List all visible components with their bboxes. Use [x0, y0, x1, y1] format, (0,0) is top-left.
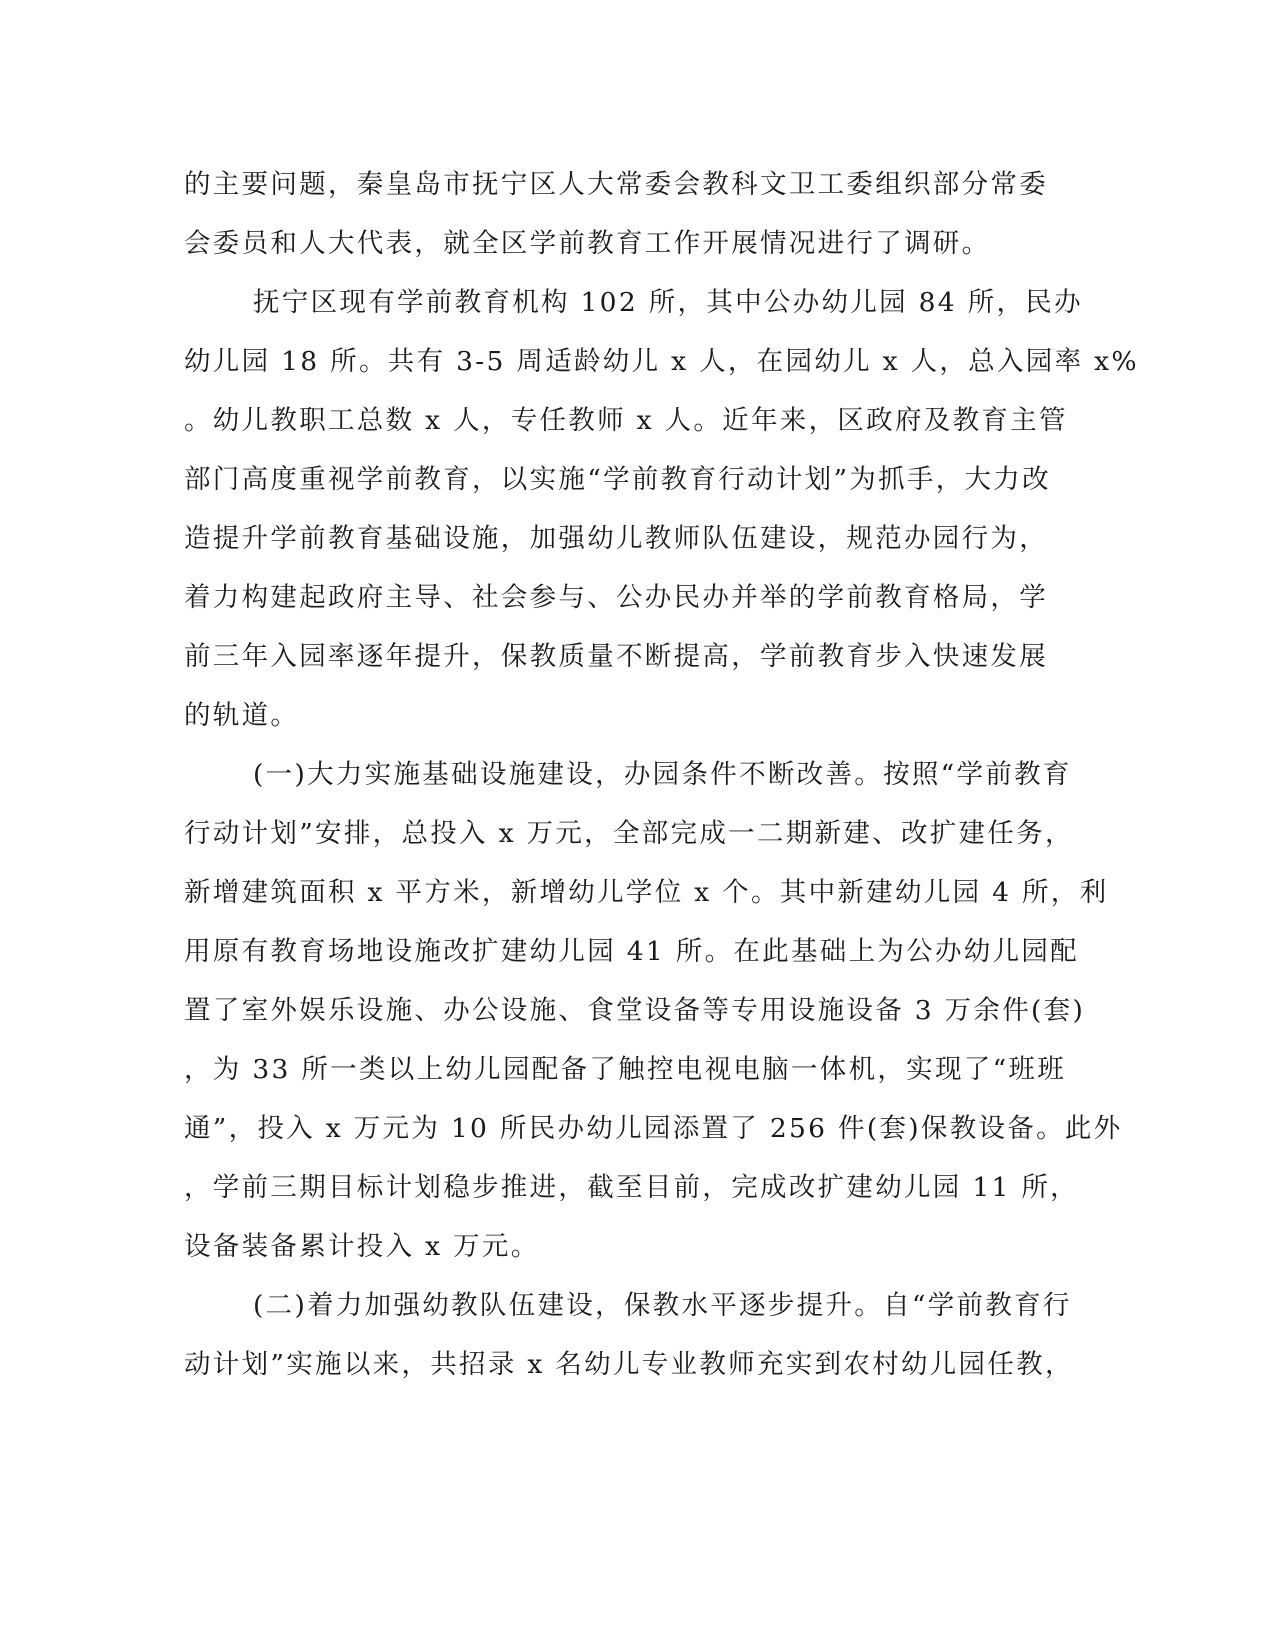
text-line: 动计划”实施以来，共招录 x 名幼儿专业教师充实到农村幼儿园任教，: [184, 1349, 1074, 1380]
text-line: ，为 33 所一类以上幼儿园配备了触控电视电脑一体机，实现了“班班: [184, 1054, 1067, 1085]
text-line: (一)大力实施基础设施建设，办园条件不断改善。按照“学前教育: [253, 759, 1072, 790]
paragraph-teaching-staff: [184, 1276, 1074, 1394]
text-line: 造提升学前教育基础设施，加强幼儿教师队伍建设，规范办园行为，: [184, 523, 1048, 554]
text-line: 会委员和人大代表，就全区学前教育工作开展情况进行了调研。: [184, 228, 991, 259]
paragraph-continuation: [184, 155, 1048, 273]
text-line: 部门高度重视学前教育，以实施“学前教育行动计划”为抓手，大力改: [184, 464, 1051, 495]
text-line: 用原有教育场地设施改扩建幼儿园 41 所。在此基础上为公办幼儿园配: [184, 936, 1079, 967]
text-line: 置了室外娱乐设施、办公设施、食堂设备等专用设施设备 3 万余件(套): [184, 995, 1086, 1026]
text-line: 行动计划”安排，总投入 x 万元，全部完成一二期新建、改扩建任务，: [184, 818, 1074, 849]
text-line: 前三年入园率逐年提升，保教质量不断提高，学前教育步入快速发展: [184, 641, 1048, 672]
paragraph-overview: [184, 273, 1139, 745]
document-body: [184, 155, 1139, 1394]
text-line: 幼儿园 18 所。共有 3-5 周适龄幼儿 x 人，在园幼儿 x 人，总入园率 x%: [184, 346, 1139, 377]
text-line: 。幼儿教职工总数 x 人，专任教师 x 人。近年来，区政府及教育主管: [184, 405, 1068, 436]
text-line: 着力构建起政府主导、社会参与、公办民办并举的学前教育格局，学: [184, 582, 1048, 613]
text-line: 通”，投入 x 万元为 10 所民办幼儿园添置了 256 件(套)保教设备。此外: [184, 1113, 1123, 1144]
text-line: 抚宁区现有学前教育机构 102 所，其中公办幼儿园 84 所，民办: [253, 287, 1083, 318]
text-line: 的主要问题，秦皇岛市抚宁区人大常委会教科文卫工委组织部分常委: [184, 169, 1048, 200]
text-line: ，学前三期目标计划稳步推进，截至目前，完成改扩建幼儿园 11 所，: [184, 1172, 1079, 1203]
text-line: 设备装备累计投入 x 万元。: [184, 1231, 540, 1262]
text-line: (二)着力加强幼教队伍建设，保教水平逐步提升。自“学前教育行: [253, 1290, 1072, 1321]
text-line: 新增建筑面积 x 平方米，新增幼儿学位 x 个。其中新建幼儿园 4 所，利: [184, 877, 1109, 908]
text-line: 的轨道。: [184, 700, 300, 731]
paragraph-infrastructure: [184, 745, 1123, 1276]
